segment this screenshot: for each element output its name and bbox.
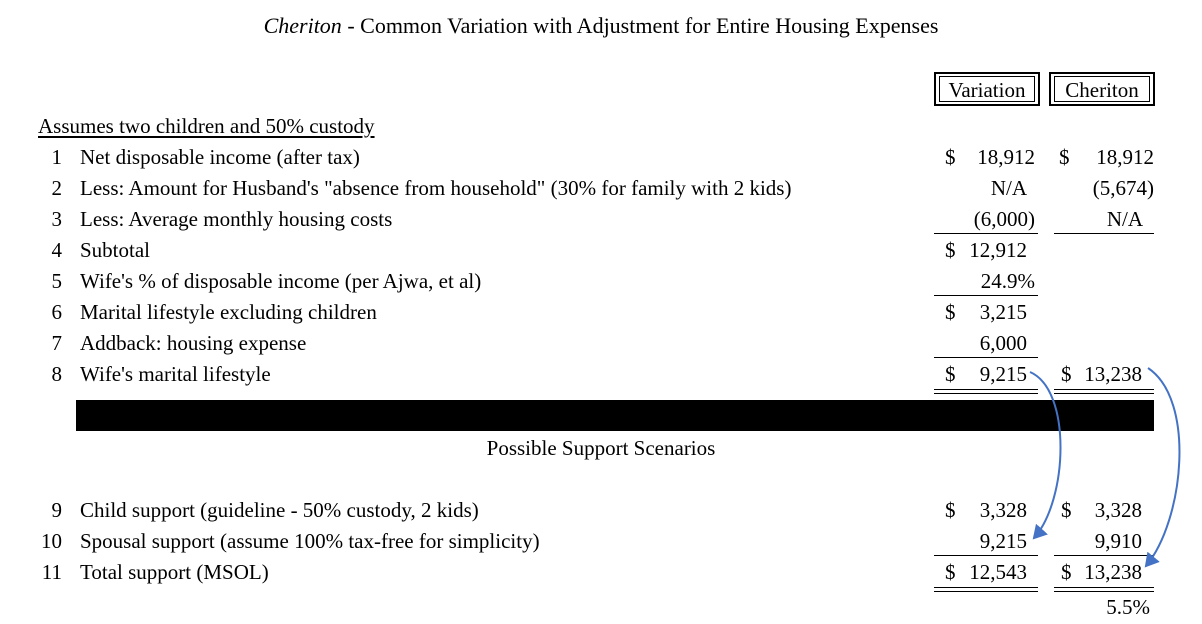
cheriton-value [1044, 145, 1154, 169]
value-text: 12,543 [969, 560, 1027, 584]
row-number: 1 [51, 145, 62, 169]
title-italic-part: Cheriton [263, 13, 342, 38]
row-number: 9 [51, 498, 62, 522]
scenarios-title: Possible Support Scenarios [486, 436, 716, 460]
cheriton-value [1044, 560, 1142, 584]
subtotal-rule [1054, 555, 1154, 556]
variation-value: 9,215 [979, 529, 1027, 553]
column-header-variation [934, 72, 1040, 106]
value-text: 3,215 [979, 300, 1027, 324]
variation-value [930, 498, 1027, 522]
row-label: Marital lifestyle excluding children [80, 300, 377, 324]
double-underline [934, 389, 1038, 394]
row-number: 4 [51, 238, 62, 262]
subtotal-rule [934, 295, 1038, 296]
variation-value [930, 145, 1035, 169]
cheriton-value: N/A [1106, 207, 1143, 231]
variation-value: N/A [990, 176, 1027, 200]
row-number: 5 [51, 269, 62, 293]
document-title [0, 14, 1202, 38]
column-header-variation-label: Variation [939, 76, 1035, 102]
title-rest: - Common Variation with Adjustment for Entire Housing Expenses [341, 13, 939, 38]
value-text: 18,912 [1096, 145, 1154, 169]
currency-symbol: $ [1061, 560, 1072, 584]
row-label: Child support (guideline - 50% custody, 2 kids) [80, 498, 479, 522]
currency-symbol: $ [945, 300, 956, 324]
cheriton-value: (5,674) [1092, 176, 1154, 200]
variation-value: (6,000) [973, 207, 1035, 231]
currency-symbol: $ [945, 145, 956, 169]
variation-value [930, 362, 1027, 386]
row-label: Less: Average monthly housing costs [80, 207, 393, 231]
row-number: 3 [51, 207, 62, 231]
variation-value: 6,000 [979, 331, 1027, 355]
arrow-icon [1146, 368, 1179, 566]
currency-symbol: $ [1061, 362, 1072, 386]
value-text: 18,912 [977, 145, 1035, 169]
cheriton-value [1044, 362, 1142, 386]
row-label: Less: Amount for Husband's "absence from household" (30% for family with 2 kids) [80, 176, 792, 200]
section-divider-bar [76, 400, 1154, 431]
double-underline [1054, 389, 1154, 394]
value-text: 12,912 [969, 238, 1027, 262]
value-text: 13,238 [1084, 560, 1142, 584]
double-underline [934, 587, 1038, 592]
cheriton-value: 9,910 [1094, 529, 1142, 553]
row-label: Wife's % of disposable income (per Ajwa, et al) [80, 269, 482, 293]
row-number: 7 [51, 331, 62, 355]
value-text: 3,328 [1094, 498, 1142, 522]
column-header-cheriton-label: Cheriton [1054, 76, 1150, 102]
row-number: 11 [41, 560, 62, 584]
currency-symbol: $ [945, 498, 956, 522]
currency-symbol: $ [945, 238, 956, 262]
currency-symbol: $ [945, 362, 956, 386]
cheriton-value [1044, 498, 1142, 522]
variation-value [930, 560, 1027, 584]
row-number: 10 [41, 529, 62, 553]
variation-value [930, 300, 1027, 324]
currency-symbol: $ [945, 560, 956, 584]
currency-symbol: $ [1061, 498, 1072, 522]
row-label: Subtotal [80, 238, 151, 262]
value-text: 3,328 [979, 498, 1027, 522]
column-header-cheriton [1049, 72, 1155, 106]
row-label: Addback: housing expense [80, 331, 307, 355]
row-label: Spousal support (assume 100% tax-free for simplicity) [80, 529, 540, 553]
value-text: 13,238 [1084, 362, 1142, 386]
double-underline [1054, 587, 1154, 592]
row-number: 8 [51, 362, 62, 386]
subtotal-rule [934, 233, 1038, 234]
subtotal-rule [934, 357, 1038, 358]
currency-symbol: $ [1059, 145, 1070, 169]
row-label: Net disposable income (after tax) [80, 145, 360, 169]
section-heading: Assumes two children and 50% custody [38, 114, 375, 138]
subtotal-rule [1054, 233, 1154, 234]
row-number: 6 [51, 300, 62, 324]
row-label: Wife's marital lifestyle [80, 362, 271, 386]
row-label: Total support (MSOL) [80, 560, 269, 584]
value-text: 9,215 [979, 362, 1027, 386]
variation-value: 24.9% [980, 269, 1035, 293]
subtotal-rule [934, 555, 1038, 556]
variation-value [930, 238, 1027, 262]
row-number: 2 [51, 176, 62, 200]
difference-percentage: 5.5% [1106, 595, 1150, 619]
